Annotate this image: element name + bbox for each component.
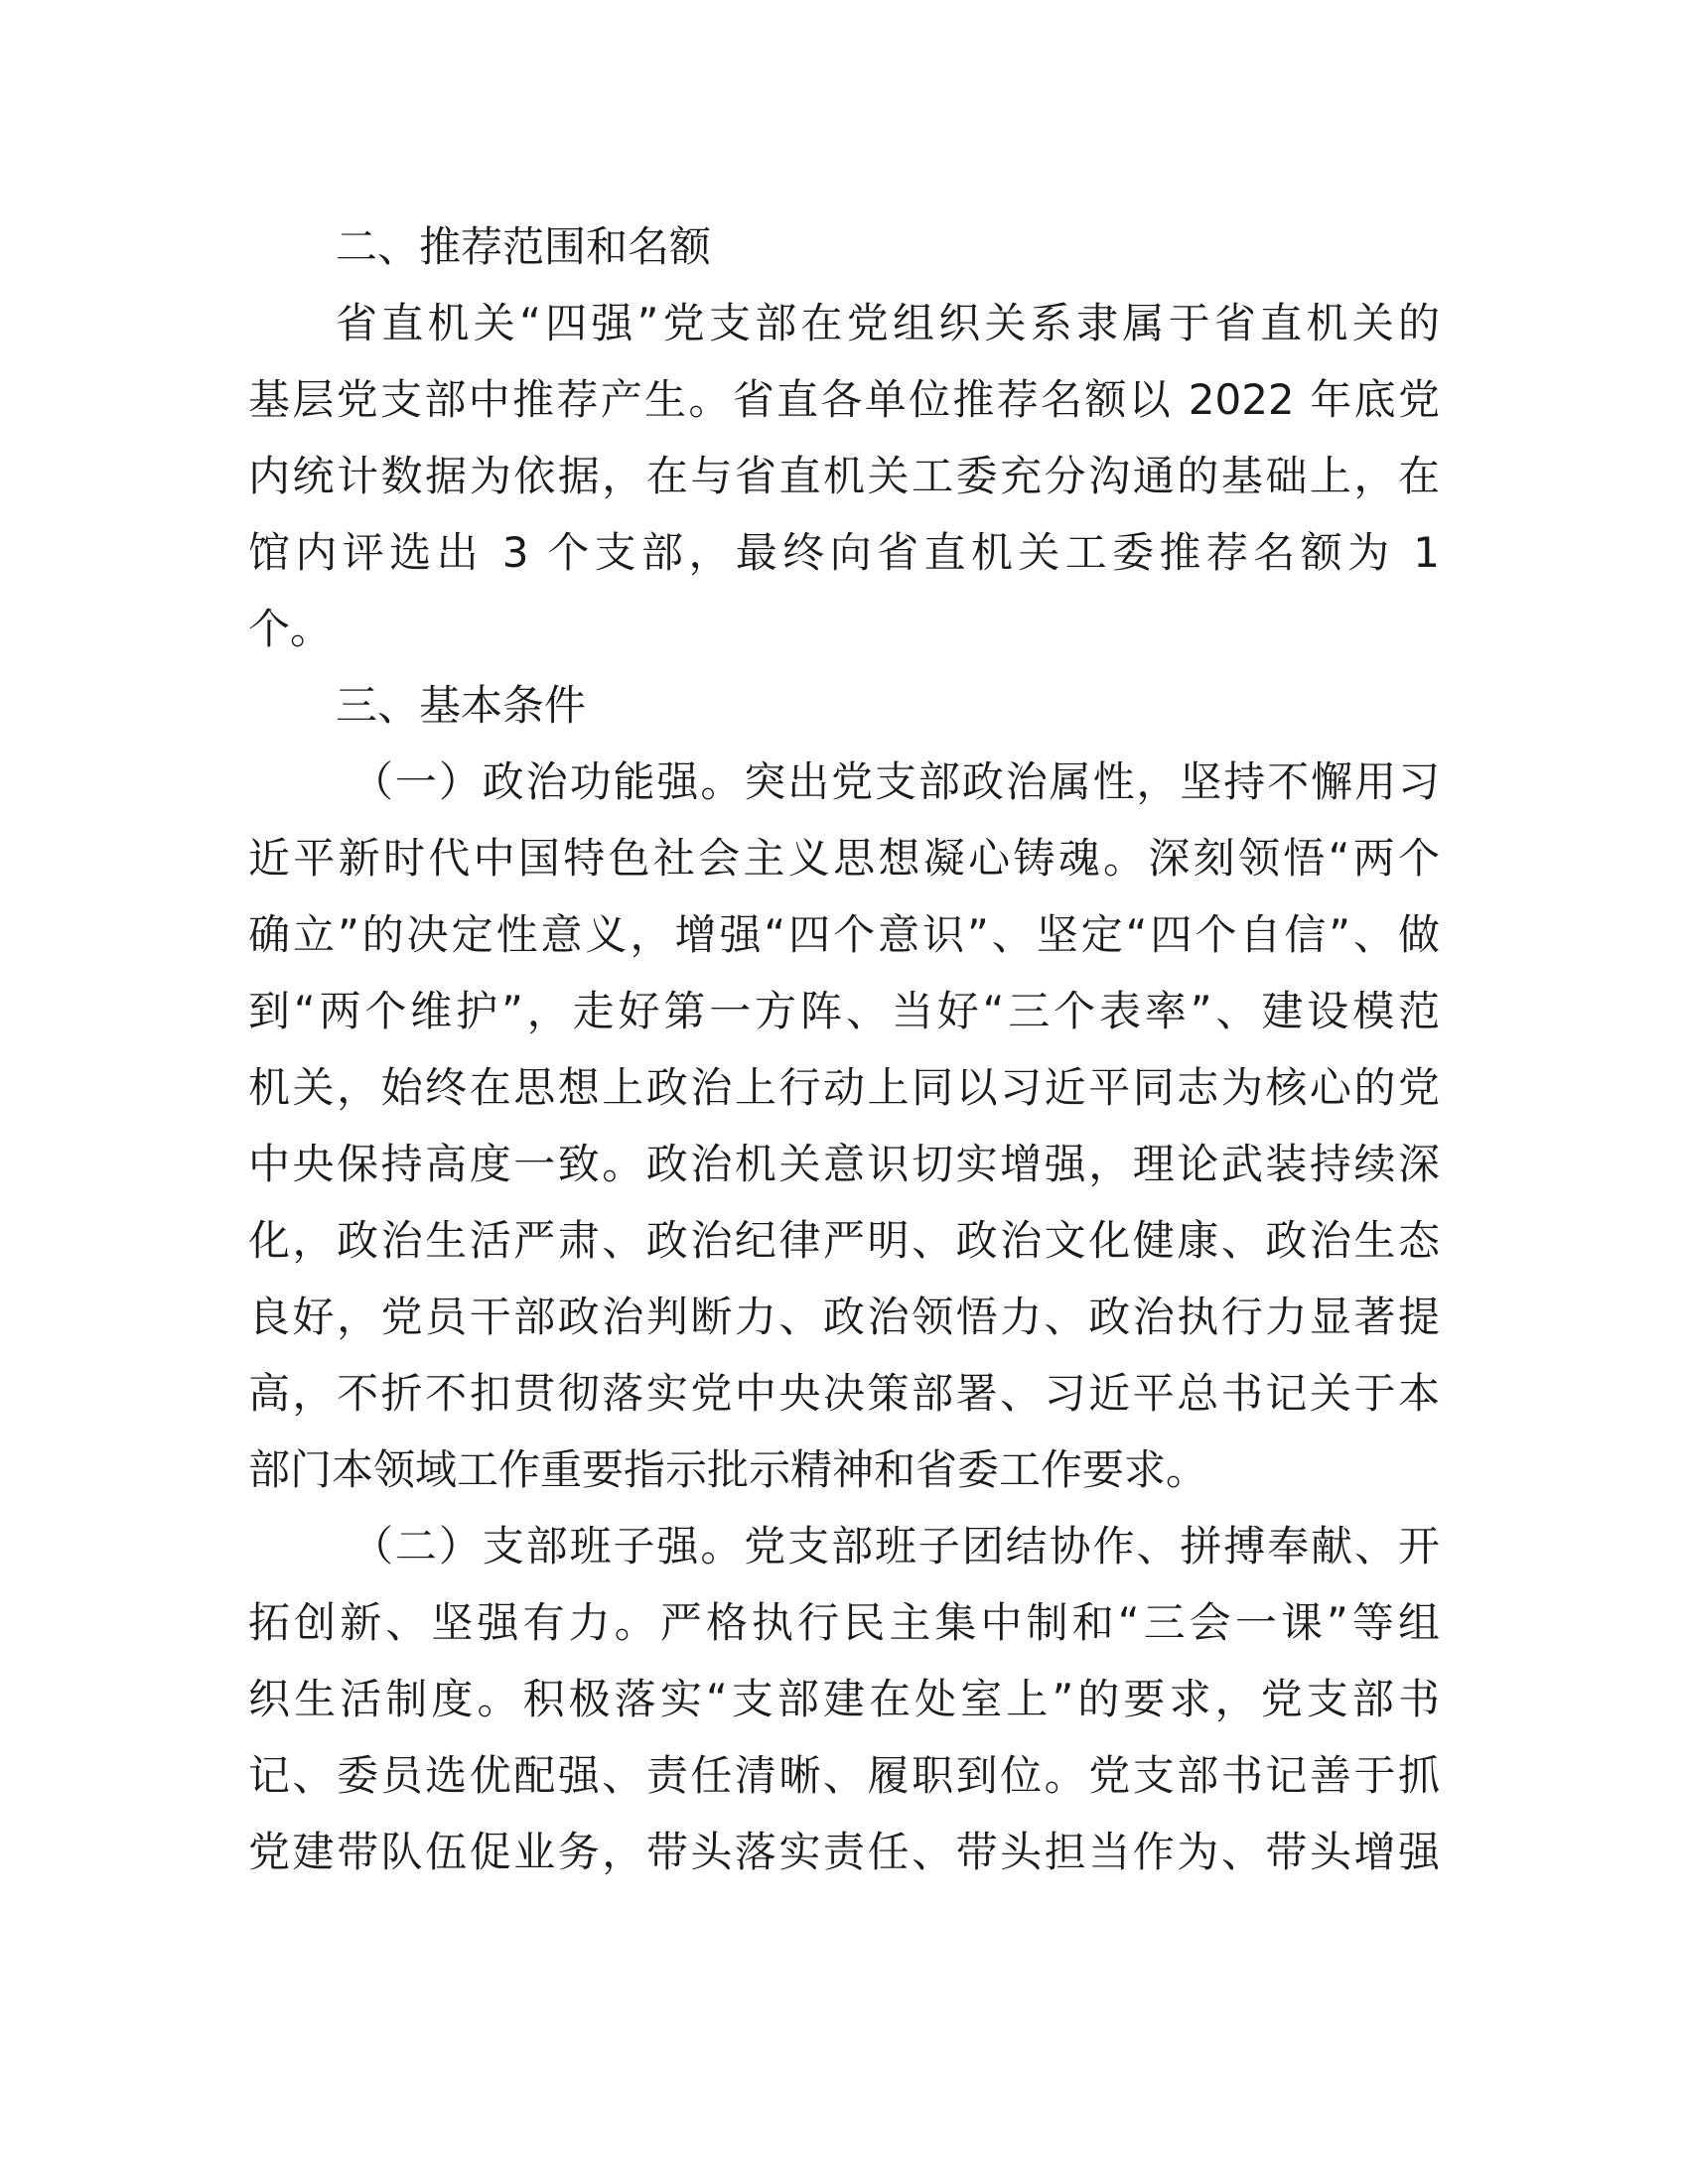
paragraph-line: 党建带队伍促业务，带头落实责任、带头担当作为、带头增强 xyxy=(248,1828,1440,1876)
paragraph-political-function xyxy=(248,744,1440,1508)
paragraph-line: 到“两个维护”，走好第一方阵、当好“三个表率”、建设模范 xyxy=(248,987,1440,1035)
section-heading-recommendation-scope xyxy=(248,208,1440,285)
paragraph-line: 中央保持高度一致。政治机关意识切实增强，理论武装持续深 xyxy=(248,1140,1440,1188)
paragraph-line: 拓创新、坚强有力。严格执行民主集中制和“三会一课”等组 xyxy=(248,1598,1440,1647)
heading-line: 二、推荐范围和名额 xyxy=(336,222,712,271)
paragraph-line: 化，政治生活严肃、政治纪律严明、政治文化健康、政治生态 xyxy=(248,1216,1440,1265)
document-body xyxy=(248,208,1440,1890)
paragraph-line: （一）政治功能强。突出党支部政治属性，坚持不懈用习 xyxy=(352,757,1440,806)
heading-line: 三、基本条件 xyxy=(336,681,587,730)
paragraph-line: 机关，始终在思想上政治上行动上同以习近平同志为核心的党 xyxy=(248,1063,1440,1112)
paragraph-line: 记、委员选优配强、责任清晰、履职到位。党支部书记善于抓 xyxy=(248,1751,1440,1800)
paragraph-line: 确立”的决定性意义，增强“四个意识”、坚定“四个自信”、做 xyxy=(248,910,1440,959)
paragraph-line: （二）支部班子强。党支部班子团结协作、拼搏奉献、开 xyxy=(352,1522,1440,1570)
paragraph-line: 馆内评选出 3 个支部，最终向省直机关工委推荐名额为 1 xyxy=(248,528,1440,577)
paragraph-line: 内统计数据为依据，在与省直机关工委充分沟通的基础上，在 xyxy=(248,452,1440,500)
paragraph-line: 部门本领域工作重要指示批示精神和省委工作要求。 xyxy=(248,1445,1208,1494)
paragraph-recommendation-scope xyxy=(248,285,1440,667)
paragraph-branch-leadership xyxy=(248,1508,1440,1890)
paragraph-line: 基层党支部中推荐产生。省直各单位推荐名额以 2022 年底党 xyxy=(248,375,1440,424)
paragraph-line: 省直机关“四强”党支部在党组织关系隶属于省直机关的 xyxy=(336,299,1440,347)
paragraph-line: 织生活制度。积极落实“支部建在处室上”的要求，党支部书 xyxy=(248,1675,1440,1723)
paragraph-line: 近平新时代中国特色社会主义思想凝心铸魂。深刻领悟“两个 xyxy=(248,834,1440,883)
section-heading-basic-conditions xyxy=(248,667,1440,744)
paragraph-line: 良好，党员干部政治判断力、政治领悟力、政治执行力显著提 xyxy=(248,1293,1440,1341)
paragraph-line: 个。 xyxy=(248,605,333,653)
paragraph-line: 高，不折不扣贯彻落实党中央决策部署、习近平总书记关于本 xyxy=(248,1369,1440,1418)
